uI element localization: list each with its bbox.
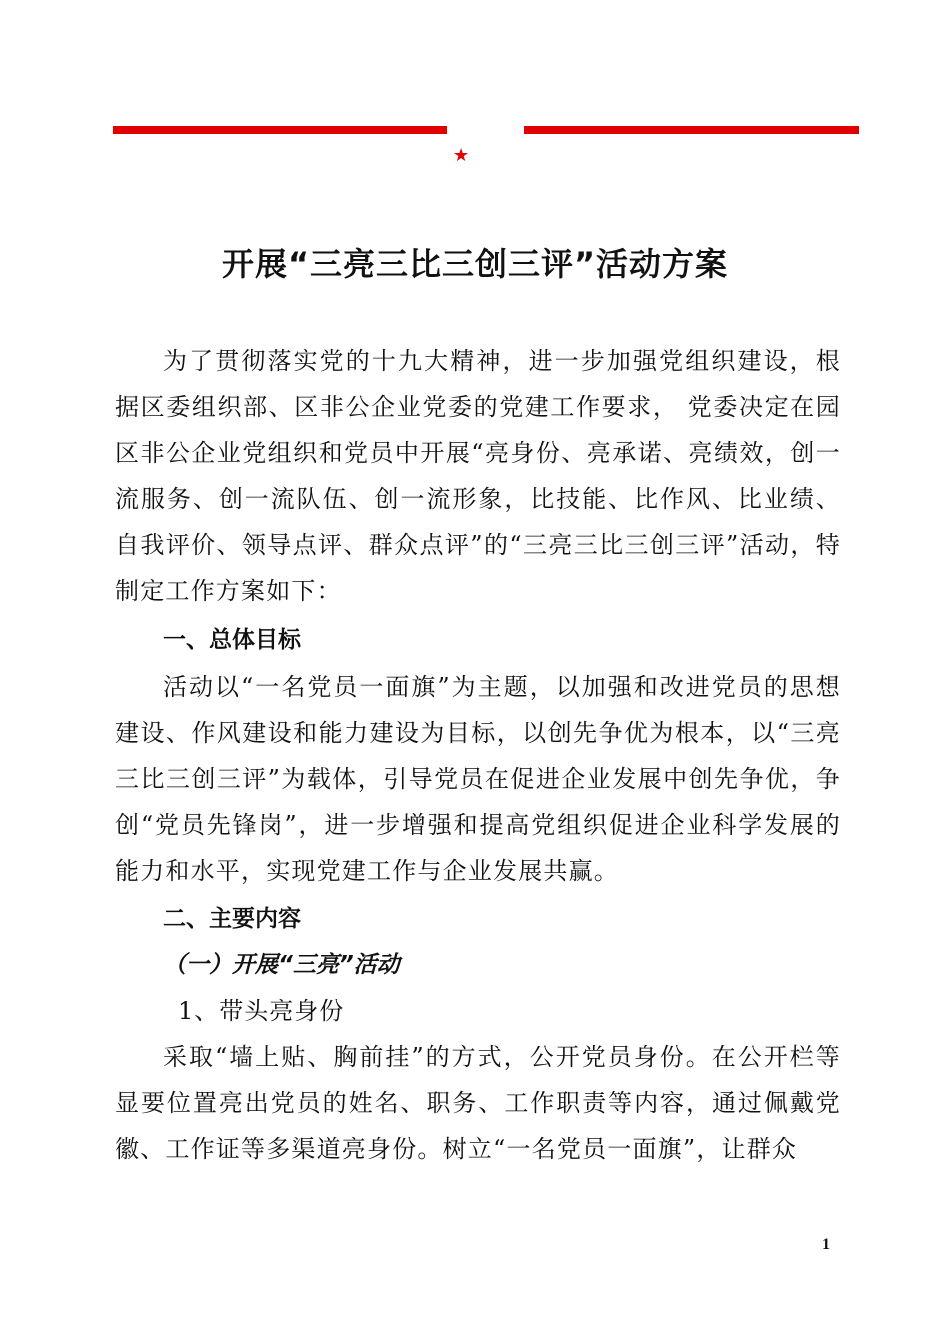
header-rule-right bbox=[524, 126, 859, 134]
document-title: 开展“三亮三比三创三评”活动方案 bbox=[221, 245, 729, 283]
identity-paragraph: 采取“墙上贴、胸前挂”的方式，公开党员身份。在公开栏等显要位置亮出党员的姓名、职务、工作职责等内容，通过佩戴党徽、工作证等多渠道亮身份。树立“一名党员一面旗”，让群众 bbox=[115, 1043, 841, 1163]
goal-paragraph: 活动以“一名党员一面旗”为主题，以加强和改进党员的思想建设、作风建设和能力建设为目标，以创先争优为根本，以“三亮三比三创三评”为载体，引导党员在促进企业发展中创先争优，争创“党员先锋岗”，进一步增强和提高党组织促进企业科学发展的能力和水平，实现党建工作与企业发展共赢。 bbox=[115, 673, 841, 885]
star-icon: ★ bbox=[453, 145, 470, 166]
page-number: 1 bbox=[822, 1236, 830, 1253]
item-heading-identity: 1、带头亮身份 bbox=[178, 997, 345, 1025]
section-heading-goal: 一、总体目标 bbox=[163, 627, 301, 653]
subsection-heading-three-shows: （一）开展“三亮”活动 bbox=[163, 952, 400, 978]
header-rule-left bbox=[113, 126, 447, 134]
section-heading-content: 二、主要内容 bbox=[163, 906, 301, 932]
intro-paragraph: 为了贯彻落实党的十九大精神，进一步加强党组织建设，根据区委组织部、区非公企业党委的党建工作要求， 党委决定在园区非公企业党组织和党员中开展“亮身份、亮承诺、亮绩效，创一流服务、创一流队伍、创一流形象，比技能、比作风、比业绩、自我评价、领导点评、群众点评”的“三亮三比三创三评”活动，特制定工作方案如下： bbox=[115, 347, 841, 605]
